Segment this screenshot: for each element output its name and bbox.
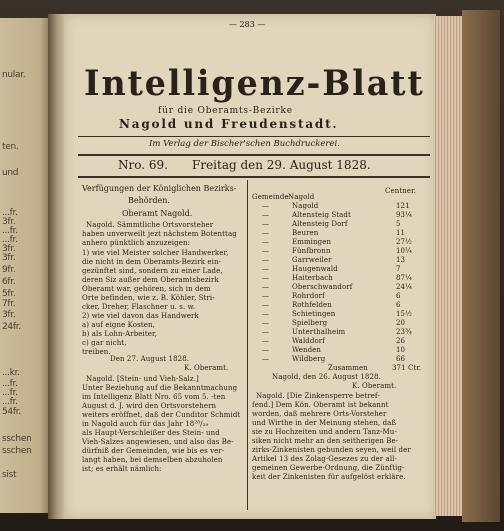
section-heading-2: Behörden. (128, 196, 170, 205)
text-line: Vieh-Salzes angewiesen, und also das Be- (82, 438, 234, 446)
text-line: cker, Dreher, Flaschner u. s. w. (82, 303, 196, 311)
table-row-value: 24¼ (396, 283, 412, 291)
table-row-name: Garrweiler (292, 256, 332, 264)
previous-page-line: 3fr. (2, 310, 16, 320)
previous-page-line: 7fr. (2, 299, 16, 309)
page-number: — 283 — (229, 20, 266, 29)
previous-page-line: nular. (2, 70, 26, 80)
text-line: c) gar nicht, (82, 339, 127, 347)
text-line: ist; es erhält nämlich: (82, 465, 162, 473)
table-row-name: Oberschwandorf (292, 283, 353, 291)
text-line: fend.] Dem Kön. Oberamt ist bekannt (252, 401, 389, 409)
table-row-name: Haiterbach (292, 274, 333, 282)
table-row-value: 93¼ (396, 211, 412, 219)
table-row-value: 10¼ (396, 247, 412, 255)
table-row-name: Haugenwald (292, 265, 338, 273)
table-row-value: 6 (396, 292, 401, 300)
text-line: die nicht in dem Oberamts-Bezirk ein- (82, 258, 222, 266)
table-row-value: 7 (396, 265, 401, 273)
rule-issue-bottom (78, 176, 430, 178)
table-row-dash: — (262, 292, 270, 300)
book-cover (462, 10, 500, 522)
table-row-value: 121 (396, 202, 410, 210)
table-row-value: 5 (396, 220, 401, 228)
table-row-value: 27½ (396, 238, 412, 246)
table-row-value: 13 (396, 256, 406, 264)
table-row-name: Schietingen (292, 310, 336, 318)
table-row-dash: — (262, 202, 270, 210)
page-edges (434, 16, 464, 516)
previous-page-line: sschen (2, 446, 32, 456)
table-row-value: 66 (396, 355, 406, 363)
table-row-value: 10 (396, 346, 406, 354)
previous-page-line: und (2, 168, 19, 178)
previous-page-line: ...fr. (2, 226, 18, 236)
text-line: sie zu Hochzeiten und andern Tanz-Mu- (252, 428, 397, 436)
masthead-title: Intelligenz-Blatt (84, 63, 425, 104)
table-row-value: 23¾ (396, 328, 412, 336)
previous-page-line: ten. (2, 142, 19, 152)
table-row-dash: — (262, 337, 270, 345)
table-row-name: Unterthalheim (292, 328, 346, 336)
table-row-dash: — (262, 238, 270, 246)
office-heading: Oberamt Nagold. (122, 209, 193, 218)
dated-line: Den 27. August 1828. (110, 355, 190, 363)
publisher-line: Im Verlag der Bischer'schen Buchdruckerei. (149, 139, 340, 149)
previous-page-line: 3fr. (2, 253, 16, 263)
text-line: keit der Zinkenisten für aufgelöst erkläre. (252, 473, 406, 481)
table-row-dash: — (262, 310, 270, 318)
table-row-value: 15½ (396, 310, 412, 318)
table-row-name: Rothfelden (292, 301, 332, 309)
text-line: a) auf eigne Kosten, (82, 321, 155, 329)
table-row-value: 6 (396, 301, 401, 309)
previous-page-line: ...fr. (2, 388, 18, 398)
table-row-name: Wildberg (292, 355, 326, 363)
section-heading: Verfügungen der Königlichen Bezirks- (82, 184, 237, 193)
masthead-subtitle: für die Oberamts-Bezirke (158, 106, 293, 116)
table-row-name: Fünfbronn (292, 247, 331, 255)
text-line: treiben. (82, 348, 111, 356)
table-row-name: Walddorf (292, 337, 325, 345)
table-row-name: Beuren (292, 229, 319, 237)
table-row-dash: — (262, 211, 270, 219)
text-line: Nagold. [Stein- und Vieh-Salz.] (86, 375, 199, 383)
text-line: Nagold. [Die Zinkensperre betref- (256, 392, 380, 400)
text-line: August d. J. wird den Ortsvorstehern (82, 402, 217, 410)
previous-page-line: ...fr. (2, 235, 18, 245)
closing-signature: K. Oberamt. (352, 382, 397, 390)
table-row-dash: — (262, 301, 270, 309)
table-row-name: Emmingen (292, 238, 332, 246)
previous-page-line: sist (2, 470, 17, 480)
table-row-dash: — (262, 256, 270, 264)
text-line: im Intelligenz Blatt Nro. 65 vom 5. -ten (82, 393, 226, 401)
issue-date: Freitag den 29. August 1828. (192, 158, 371, 172)
masthead-districts: Nagold und Freudenstadt. (119, 117, 339, 131)
text-line: deren Siz außer dem Oberamtsbezirk (82, 276, 219, 284)
text-line: haben unverweilt jezt nächstem Botenttag (82, 230, 237, 238)
text-line: 1) wie viel Meister solcher Handwerker, (82, 249, 229, 257)
previous-page-line: 9fr. (2, 265, 16, 275)
total-value: 371 Ctr. (392, 364, 422, 372)
text-line: Nagold. Sämmtliche Ortsvorsteher (86, 221, 214, 229)
text-line: gemeinen Gewerbe-Ordnung, die Zünftig- (252, 464, 405, 472)
table-row-dash: — (262, 274, 270, 282)
previous-page-line: sschen (2, 434, 32, 444)
column-divider (247, 180, 248, 510)
text-line: und Wirthe in der Meinung stehen, daß (252, 419, 397, 427)
issue-number: Nro. 69. (118, 158, 168, 172)
text-line: b) als Lohn-Arbeiter, (82, 330, 158, 338)
table-row-value: 87¼ (396, 274, 412, 282)
table-row-dash: — (262, 265, 270, 273)
table-row-name: Altensteig Dorf (292, 220, 348, 228)
text-line: worden, daß mehrere Orts-Vorsteher (252, 410, 387, 418)
text-line: dürfniß der Gemeinden, wie bis es ver- (82, 447, 225, 455)
table-row-dash: — (262, 346, 270, 354)
table-row-name: Spielberg (292, 319, 328, 327)
text-line: als Haupt-Verschleißer des Stein- und (82, 429, 220, 437)
table-row-name: Rohrdorf (292, 292, 325, 300)
text-line: in Nagold auch für das Jahr 18²⁸/₂₉ (82, 420, 209, 428)
table-row-dash: — (262, 247, 270, 255)
rule-issue-top (78, 154, 430, 156)
previous-page-line: ...fr. (2, 397, 18, 407)
previous-page-line: 6fr. (2, 277, 16, 287)
table-row-name: Nagold (292, 202, 319, 210)
table-head-centner: Centner. (385, 187, 417, 195)
table-row-dash: — (262, 355, 270, 363)
previous-page-line: 5fr. (2, 289, 16, 299)
table-row-dash: — (262, 229, 270, 237)
table-row-dash: — (262, 328, 270, 336)
previous-page-line: 3fr. (2, 217, 16, 227)
text-line: Artikel 13 des Zolag-Gesezes zu der all- (252, 455, 397, 463)
table-row-name: Altensteig Stadt (292, 211, 351, 219)
closing-date: Nagold, den 26. August 1828. (272, 373, 381, 381)
text-line: siken nicht mehr an den seitherigen Be- (252, 437, 399, 445)
previous-page-line: 54fr. (2, 407, 21, 417)
text-line: weiters eröffnet, daß der Cunditor Schmidt (82, 411, 241, 419)
previous-page-line: ...kr. (2, 368, 20, 378)
rule-top (78, 136, 430, 137)
previous-page-line: ...fr. (2, 379, 18, 389)
table-head-municipality: Gemeinde (252, 193, 289, 201)
table-row-dash: — (262, 319, 270, 327)
text-line: anhero pünktlich anzuzeigen: (82, 239, 191, 247)
text-line: Orte befinden, wie z. B. Köhler, Stri- (82, 294, 215, 302)
previous-page-line: ...fr. (2, 208, 18, 218)
table-row-value: 11 (396, 229, 406, 237)
table-row-value: 20 (396, 319, 406, 327)
table-row-name: Wenden (292, 346, 322, 354)
text-line: Oberamt war, gehören, sich in dem (82, 285, 211, 293)
table-row-value: 26 (396, 337, 406, 345)
total-label: Zusammen (328, 364, 368, 372)
previous-page-line: 24fr. (2, 322, 21, 332)
previous-page-line: 3fr. (2, 244, 16, 254)
text-line: 2) wie viel davon das Handwerk (82, 312, 199, 320)
table-head-nagold: Nagold (288, 193, 315, 201)
signature-line: K. Oberamt. (184, 364, 229, 372)
text-line: langt haben, bei demselben abzuholen (82, 456, 223, 464)
table-row-dash: — (262, 220, 270, 228)
text-line: gezünftet sind, sondern zu einer Lade, (82, 267, 223, 275)
text-line: zirks-Zinkenisten gebunden seyen, weil der (252, 446, 411, 454)
table-row-dash: — (262, 283, 270, 291)
text-line: Unter Beziehung auf die Bekanntmachung (82, 384, 238, 392)
